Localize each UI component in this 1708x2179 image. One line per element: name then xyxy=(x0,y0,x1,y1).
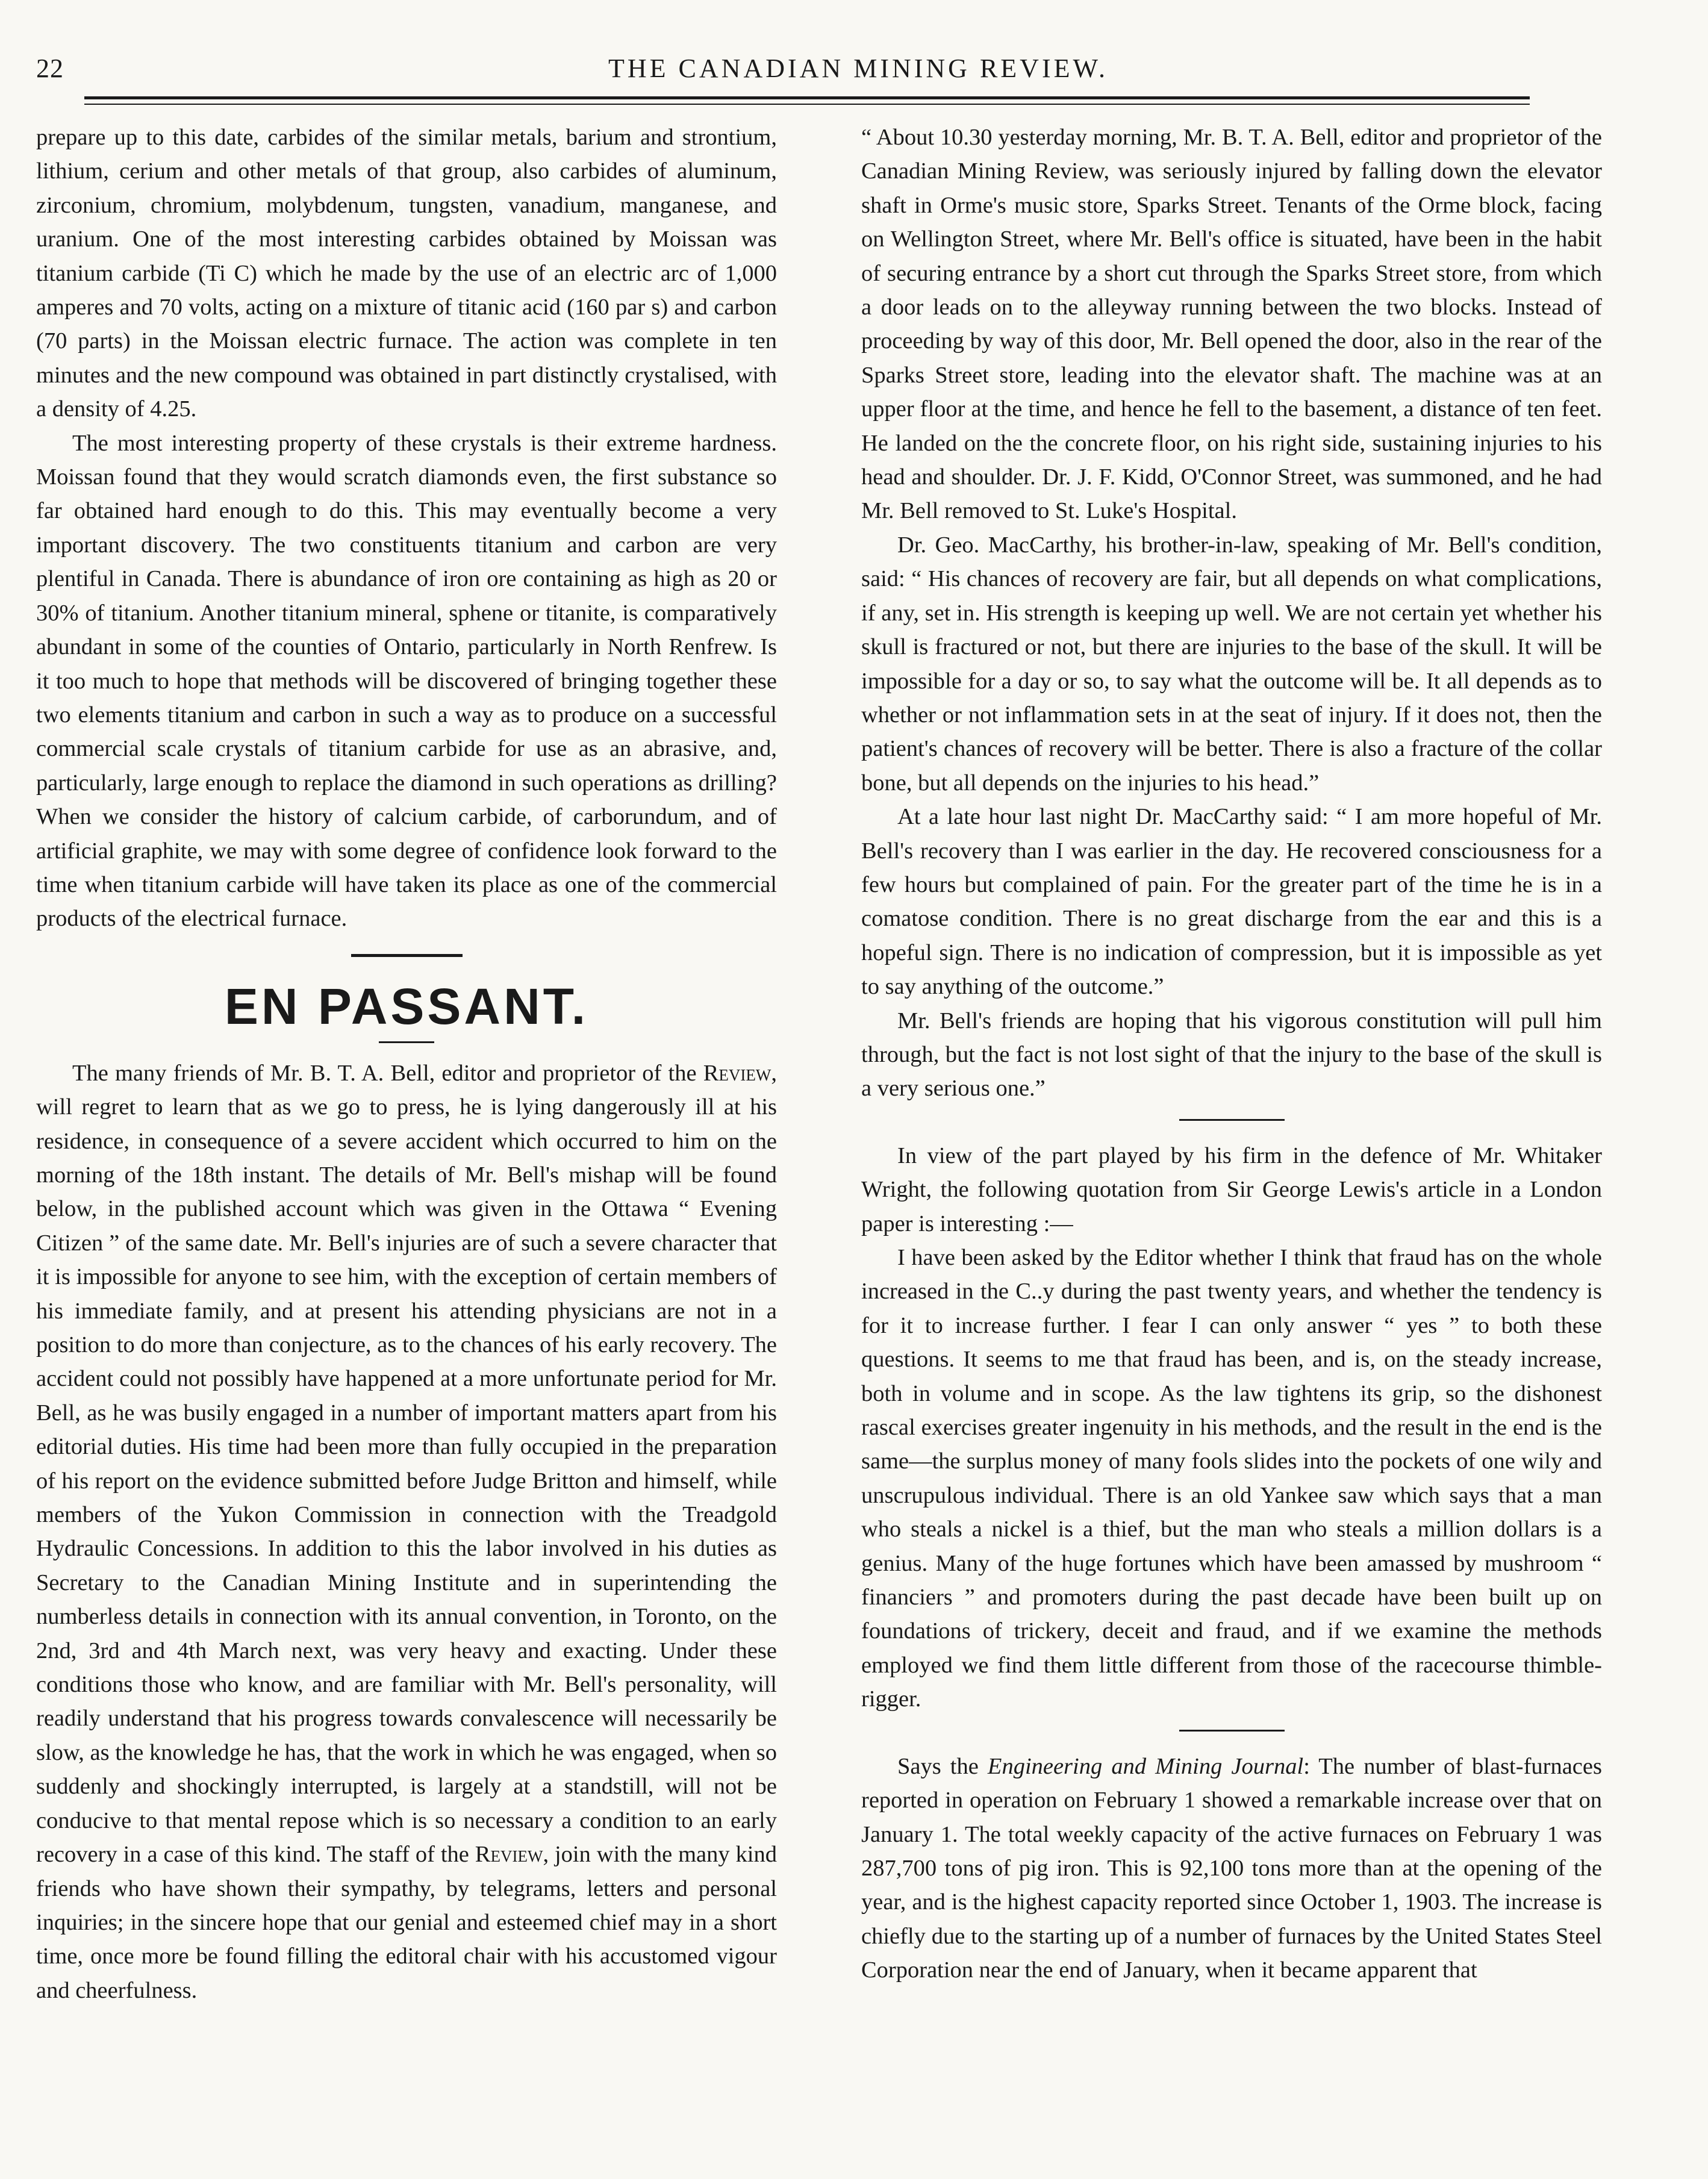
paragraph-blast-furnaces xyxy=(861,1750,1602,1987)
header-rule-thick xyxy=(84,96,1530,99)
paragraph-titanium-carbide: The most interesting property of these crystals is their extreme hardness. Moissan found that they would scratch diamonds even, the first substance so far obtained hard enough to do this. This may eventually become a very important discovery. The two constituents titanium and carbon are very plentiful in Canada. There is abundance of iron ore containing as high as 20 or 30% of titanium. Another titanium mineral, sphene or titanite, is comparatively abundant in some of the counties of Ontario, particularly in North Renfrew. Is it too much to hope that methods will be discovered of bringing together these two elements titanium and carbon in such a way as to produce on a successful commercial scale crystals of titanium carbide for use as an abrasive, and, particularly, large enough to replace the diamond in such operations as drilling? When we consider the history of calcium carbide, of carborundum, and of artificial graphite, we may with some degree of confidence look forward to the time when titanium carbide will have taken its place as one of the commercial products of the electrical furnace. xyxy=(36,430,777,932)
page-header xyxy=(36,53,1680,89)
text-run: The many friends of Mr. B. T. A. Bell, editor and proprietor of the xyxy=(72,1060,703,1086)
text-run: , will regret to learn that as we go to press, he is lying dangerously ill at his residence, in consequence of a severe accident which occurred to him on the morning of the 18th instant. The details of Mr. Bell's mishap will be found below, in the published account which was given in the Ottawa “ Evening Citizen ” of the same date. Mr. Bell's injuries are of such a severe character that it is impossible for anyone to see him, with the exception of certain members of his immediate family, and at present his attending physicians are not in a position to do more than conjecture, as to the chances of his early recovery. The accident could not possibly have happened at a more unfortunate period for Mr. Bell, as he was busily engaged in a number of important matters apart from his editorial duties. His time had been more than fully occupied in the preparation of his report on the evidence submitted before Judge Britton and himself, while members of the Yukon Commission in connection with the Treadgold Hydraulic Concessions. In addition to this the labor involved in his duties as Secretary to the Canadian Mining Institute and in superintending the numberless details in connection with its annual convention, in Toronto, on the 2nd, 3rd and 4th March next, was very heavy and exacting. Under these conditions those who know, and are familiar with Mr. Bell's personality, will readily understand that his progress towards convalescence will necessarily be slow, as the knowledge he has, that the work in which he was engaged, when so suddenly and shockingly interrupted, is largely at a standstill, will not be conducive to that mental repose which is so necessary a condition to an early recovery in a case of this kind. The staff of the xyxy=(36,1060,777,1868)
review-name: Review xyxy=(475,1842,543,1868)
paragraph-citizen-account: “ About 10.30 yesterday morning, Mr. B. T. A. Bell, editor and proprietor of the Canadian Mining Review, was seriously injured by falling down the elevator shaft in Orme's music store, Sparks Street. Tenants of the Orme block, facing on Wellington Street, where Mr. Bell's office is situated, have been in the habit of securing entrance by a short cut through the Sparks Street store, from which a door leads on to the alleyway running between the two blocks. Instead of proceeding by way of this door, Mr. Bell opened the door, also in the rear of the Sparks Street store, leading into the elevator shaft. The machine was at an upper floor at the time, and hence he fell to the basement, a distance of ten feet. He landed on the the concrete floor, on his right side, sustaining injuries to his head and shoulder. Dr. J. F. Kidd, O'Connor Street, was summoned, and he had Mr. Bell removed to St. Luke's Hospital. xyxy=(861,125,1602,524)
paragraph-maccarthy-late: At a late hour last night Dr. MacCarthy said: “ I am more hopeful of Mr. Bell's recovery than I was earlier in the day. He recovered consciousness for a few hours but complained of pain. For the greater part of the time he is in a comatose condition. There is no great discharge from the ear and this is a hopeful sign. There is no indication of compression, but it is impossible as yet to say anything of the outcome.” xyxy=(861,804,1602,1000)
paragraph-bell-accident xyxy=(36,1056,777,2007)
text-run: , join with the many kind friends who have shown their sympathy, by telegrams, letters and personal inquiries; in the sincere hope that our genial and esteemed chief may in a short time, once more be found filling the editoral chair with his accustomed vigour and cheerfulness. xyxy=(36,1842,778,2003)
review-name: Review xyxy=(703,1060,771,1086)
running-head: THE CANADIAN MINING REVIEW. xyxy=(608,54,1108,83)
text-run: : The number of blast-furnaces reported in operation on February 1 showed a remarkable increase over that on January 1. The total weekly capacity of the active furnaces on February 1 was 287,700 tons of pig iron. This is 92,100 tons more than at the opening of the year, and is the highest capacity reported since October 1, 1903. The increase is chiefly due to the starting up of a number of furnaces by the United States Steel Corporation near the end of January, when it became apparent that xyxy=(861,1753,1602,1983)
text-run: Says the xyxy=(897,1753,988,1779)
paragraph-whitaker-wright: In view of the part played by his firm in the defence of Mr. Whitaker Wright, the following quotation from Sir George Lewis's article in a London paper is interesting :— xyxy=(861,1142,1602,1236)
paragraph-friends-hoping: Mr. Bell's friends are hoping that his vigorous constitution will pull him through, but the fact is not lost sight of that the injury to the base of the skull is a very serious one.” xyxy=(861,1008,1602,1102)
section-divider xyxy=(1179,1730,1285,1732)
paragraph-maccarthy-condition: Dr. Geo. MacCarthy, his brother-in-law, speaking of Mr. Bell's condition, said: “ His chances of recovery are fair, but all depends on what complications, if any, set in. His strength is keeping up well. We are not certain yet whether his skull is fractured or not, but there are injuries to the base of the skull. It will be impossible for a day or so, to say what the outcome will be. It all depends as to whether or not inflammation sets in at the seat of injury. If it does not, then the patient's chances of recovery will be better. There is also a fracture of the collar bone, but all depends on the injuries to his head.” xyxy=(861,532,1602,796)
journal-title: Engineering and Mining Journal xyxy=(987,1753,1304,1779)
section-divider xyxy=(351,954,463,957)
paragraph-carbides: prepare up to this date, carbides of the similar metals, barium and strontium, lithium, cerium and other metals of that group, also carbides of aluminum, zirconium, chromium, molybdenum, tungsten, vanadium, manganese, and uranium. One of the most interesting carbides obtained by Moissan was titanium carbide (Ti C) which he made by the use of an electric arc of 1,000 amperes and 70 volts, acting on a mixture of titanic acid (160 par s) and carbon (70 parts) in the Moissan electric furnace. The action was complete in ten minutes and the new compound was obtained in part distinctly crystalised, with a density of 4.25. xyxy=(36,125,777,422)
left-column xyxy=(36,120,777,2007)
right-column xyxy=(861,120,1602,1987)
section-divider xyxy=(1179,1119,1285,1121)
paragraph-fraud-quotation: I have been asked by the Editor whether I think that fraud has on the whole increased in the C..y during the past twenty years, and whether the tendency is for it to increase further. I fear I can only answer “ yes ” to both these questions. It seems to me that fraud has been, and is, on the steady increase, both in volume and in scope. As the law tightens its grip, so the dishonest rascal exercises greater ingenuity in his methods, and the result in the end is the same—the surplus money of many fools slides into the pockets of one wily and unscrupulous individual. There is an old Yankee saw which says that a man who steals a nickel is a thief, but the man who steals a million dollars is a genius. Many of the huge fortunes which have been amassed by mushroom “ financiers ” and promoters during the past decade have been built up on foundations of trickery, deceit and fraud, and if we examine the methods employed we find them little different from those of the racecourse thimble-rigger. xyxy=(861,1245,1602,1712)
header-rule-thin xyxy=(84,104,1530,105)
heading-underline xyxy=(379,1041,434,1043)
section-heading: EN PASSANT. xyxy=(224,977,589,1035)
page-number: 22 xyxy=(36,54,64,83)
